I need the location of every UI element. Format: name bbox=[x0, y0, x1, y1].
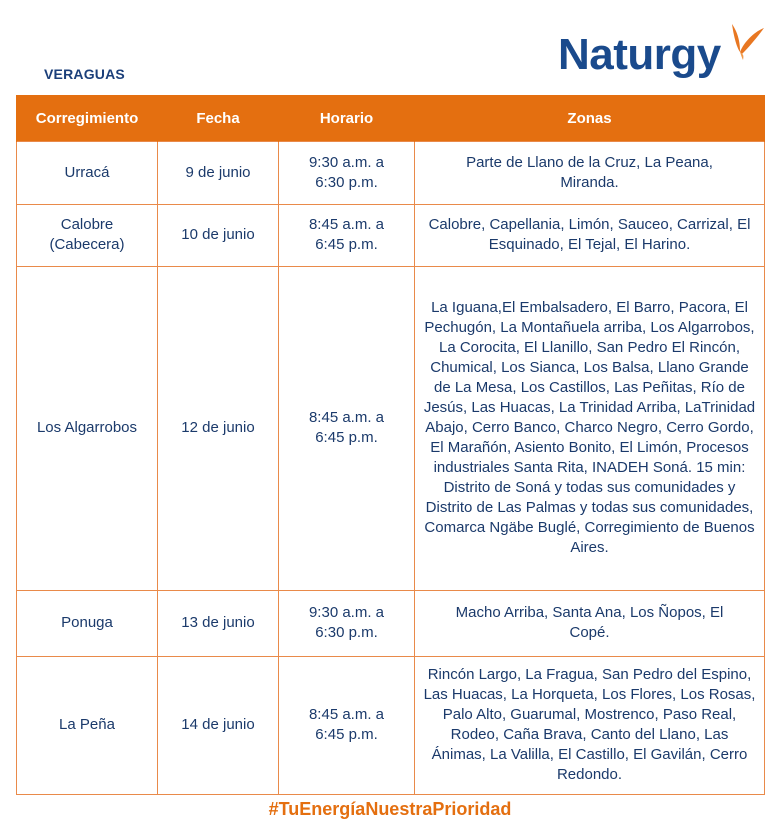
column-header-horario: Horario bbox=[279, 96, 415, 141]
cell-horario: 8:45 a.m. a 6:45 p.m. bbox=[279, 204, 415, 266]
table-row bbox=[17, 204, 765, 266]
cell-fecha: 9 de junio bbox=[158, 141, 279, 204]
column-header-corregimiento: Corregimiento bbox=[17, 96, 158, 141]
cell-zonas: Macho Arriba, Santa Ana, Los Ñopos, El Copé. bbox=[415, 590, 765, 656]
table-header-row bbox=[17, 96, 765, 141]
naturgy-logo bbox=[558, 22, 768, 82]
cell-horario: 9:30 a.m. a 6:30 p.m. bbox=[279, 141, 415, 204]
column-header-zonas: Zonas bbox=[415, 96, 765, 141]
table-row bbox=[17, 590, 765, 656]
campaign-hashtag: #TuEnergíaNuestraPrioridad bbox=[268, 799, 512, 819]
cell-fecha: 13 de junio bbox=[158, 590, 279, 656]
cell-fecha: 12 de junio bbox=[158, 266, 279, 590]
table-row bbox=[17, 141, 765, 204]
table-row bbox=[17, 656, 765, 794]
cell-horario: 8:45 a.m. a 6:45 p.m. bbox=[279, 656, 415, 794]
cell-zonas: Parte de Llano de la Cruz, La Peana, Miranda. bbox=[415, 141, 765, 204]
column-header-fecha: Fecha bbox=[158, 96, 279, 141]
cell-corregimiento: Urracá bbox=[17, 141, 158, 204]
region-title: VERAGUAS bbox=[44, 66, 125, 82]
cell-corregimiento: Calobre (Cabecera) bbox=[17, 204, 158, 266]
logo-wordmark: Naturgy bbox=[558, 30, 721, 79]
cell-zonas: Calobre, Capellania, Limón, Sauceo, Carrizal, El Esquinado, El Tejal, El Harino. bbox=[415, 204, 765, 266]
cell-fecha: 10 de junio bbox=[158, 204, 279, 266]
butterfly-logo-icon bbox=[726, 22, 766, 62]
cell-corregimiento: La Peña bbox=[17, 656, 158, 794]
table-row bbox=[17, 266, 765, 590]
cell-horario: 9:30 a.m. a 6:30 p.m. bbox=[279, 590, 415, 656]
cell-corregimiento: Los Algarrobos bbox=[17, 266, 158, 590]
cell-zonas: Rincón Largo, La Fragua, San Pedro del Espino, Las Huacas, La Horqueta, Los Flores, Los Rosas, Palo Alto, Guarumal, Mostrenco, Paso Real, Rodeo, Caña Brava, Canto del Llano, Las Ánimas, La Valilla, El Castillo, El Gavilán, Cerro Redondo. bbox=[415, 656, 765, 794]
cell-fecha: 14 de junio bbox=[158, 656, 279, 794]
cell-zonas: La Iguana,El Embalsadero, El Barro, Pacora, El Pechugón, La Montañuela arriba, Los Algarrobos, La Corocita, El Llanillo, San Pedro El Rincón, Chumical, Los Sianca, Los Balsa, Llano Grande de La Mesa, Los Castillos, Las Peñitas, Río de Jesús, Las Huacas, La Trinidad Arriba, LaTrinidad Abajo, Cerro Banco, Charco Negro, Cerro Gordo, El Marañón, Asiento Bonito, El Limón, Procesos industriales Santa Rita, INADEH Soná. 15 min: Distrito de Soná y todas sus comunidades y Distrito de Las Palmas y todas sus comunidades, Comarca Ngäbe Buglé, Corregimiento de Buenos Aires. bbox=[415, 266, 765, 590]
cell-horario: 8:45 a.m. a 6:45 p.m. bbox=[279, 266, 415, 590]
schedule-table bbox=[16, 95, 765, 795]
cell-corregimiento: Ponuga bbox=[17, 590, 158, 656]
